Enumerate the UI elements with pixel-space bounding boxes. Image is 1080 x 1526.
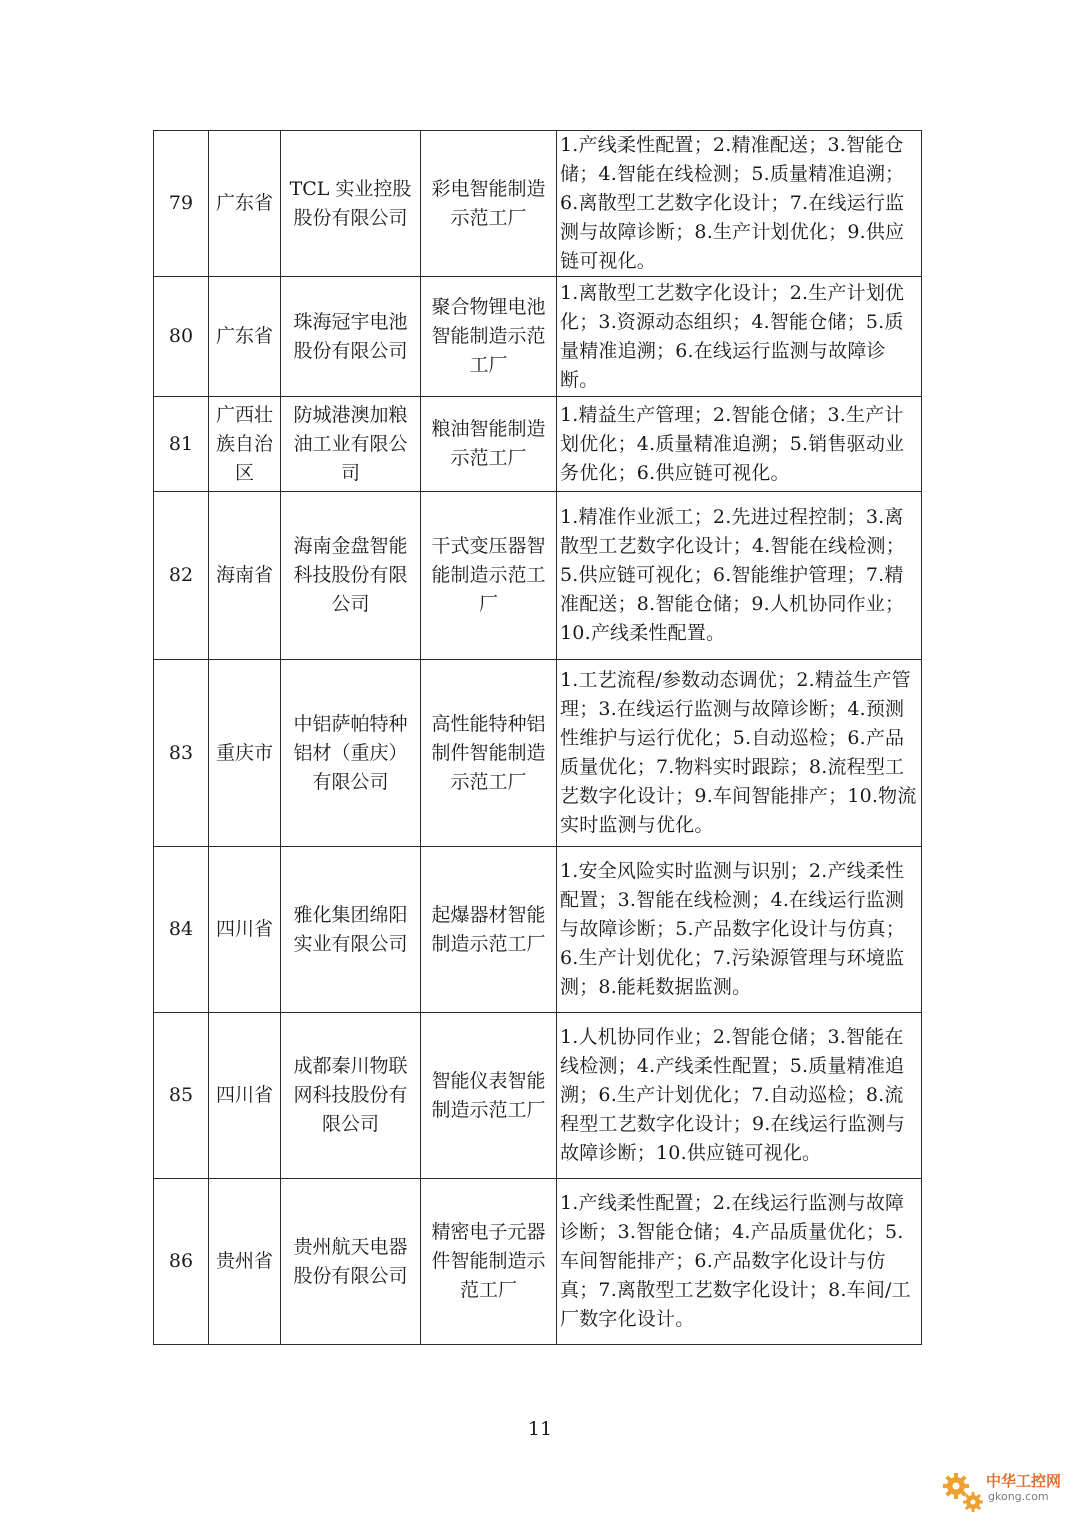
scenarios-cell: 1.产线柔性配置；2.在线运行监测与故障诊断；3.智能仓储；4.产品质量优化；5.车间智能排产；6.产品数字化设计与仿真；7.离散型工艺数字化设计；8.车间/工厂数字化设计。 bbox=[557, 1179, 922, 1345]
scenarios-cell: 1.产线柔性配置；2.精准配送；3.智能仓储；4.智能在线检测；5.质量精准追溯；6.离散型工艺数字化设计；7.在线运行监测与故障诊断；8.生产计划优化；9.供应链可视化。 bbox=[557, 131, 922, 277]
table-row bbox=[154, 131, 922, 277]
table-row bbox=[154, 397, 922, 492]
company-cell: 珠海冠宇电池股份有限公司 bbox=[281, 277, 421, 397]
factory-list-table bbox=[153, 130, 922, 1345]
scenarios-cell: 1.离散型工艺数字化设计；2.生产计划优化；3.资源动态组织；4.智能仓储；5.质量精准追溯；6.在线运行监测与故障诊断。 bbox=[557, 277, 922, 397]
table-row bbox=[154, 492, 922, 660]
factory-cell: 粮油智能制造示范工厂 bbox=[421, 397, 557, 492]
watermark-logo bbox=[940, 1466, 1080, 1526]
table-row bbox=[154, 1013, 922, 1179]
company-cell: 成都秦川物联网科技股份有限公司 bbox=[281, 1013, 421, 1179]
company-cell: TCL 实业控股股份有限公司 bbox=[281, 131, 421, 277]
province-cell: 广西壮族自治区 bbox=[209, 397, 281, 492]
company-cell: 雅化集团绵阳实业有限公司 bbox=[281, 847, 421, 1013]
table-row bbox=[154, 277, 922, 397]
factory-cell: 聚合物锂电池智能制造示范工厂 bbox=[421, 277, 557, 397]
scenarios-cell: 1.精益生产管理；2.智能仓储；3.生产计划优化；4.质量精准追溯；5.销售驱动业务优化；6.供应链可视化。 bbox=[557, 397, 922, 492]
province-cell: 广东省 bbox=[209, 131, 281, 277]
company-cell: 海南金盘智能科技股份有限公司 bbox=[281, 492, 421, 660]
table-row bbox=[154, 660, 922, 847]
row-number: 86 bbox=[154, 1179, 209, 1345]
row-number: 81 bbox=[154, 397, 209, 492]
scenarios-cell: 1.安全风险实时监测与识别；2.产线柔性配置；3.智能在线检测；4.在线运行监测与故障诊断；5.产品数字化设计与仿真；6.生产计划优化；7.污染源管理与环境监测；8.能耗数据监测。 bbox=[557, 847, 922, 1013]
scenarios-cell: 1.精准作业派工；2.先进过程控制；3.离散型工艺数字化设计；4.智能在线检测；5.供应链可视化；6.智能维护管理；7.精准配送；8.智能仓储；9.人机协同作业；10.产线柔性配置。 bbox=[557, 492, 922, 660]
province-cell: 海南省 bbox=[209, 492, 281, 660]
factory-cell: 彩电智能制造示范工厂 bbox=[421, 131, 557, 277]
company-cell: 中铝萨帕特种铝材（重庆）有限公司 bbox=[281, 660, 421, 847]
province-cell: 贵州省 bbox=[209, 1179, 281, 1345]
watermark-url: gkong.com bbox=[988, 1490, 1049, 1503]
factory-cell: 精密电子元器件智能制造示范工厂 bbox=[421, 1179, 557, 1345]
watermark-brand: 中华工控网 bbox=[986, 1472, 1062, 1490]
gear-icon bbox=[940, 1468, 986, 1518]
row-number: 79 bbox=[154, 131, 209, 277]
row-number: 84 bbox=[154, 847, 209, 1013]
factory-cell: 智能仪表智能制造示范工厂 bbox=[421, 1013, 557, 1179]
row-number: 85 bbox=[154, 1013, 209, 1179]
factory-cell: 起爆器材智能制造示范工厂 bbox=[421, 847, 557, 1013]
province-cell: 四川省 bbox=[209, 1013, 281, 1179]
scenarios-cell: 1.人机协同作业；2.智能仓储；3.智能在线检测；4.产线柔性配置；5.质量精准追溯；6.生产计划优化；7.自动巡检；8.流程型工艺数字化设计；9.在线运行监测与故障诊断；10.供应链可视化。 bbox=[557, 1013, 922, 1179]
scenarios-cell: 1.工艺流程/参数动态调优；2.精益生产管理；3.在线运行监测与故障诊断；4.预测性维护与运行优化；5.自动巡检；6.产品质量优化；7.物料实时跟踪；8.流程型工艺数字化设计；9.车间智能排产；10.物流实时监测与优化。 bbox=[557, 660, 922, 847]
row-number: 83 bbox=[154, 660, 209, 847]
factory-cell: 干式变压器智能制造示范工厂 bbox=[421, 492, 557, 660]
factory-cell: 高性能特种铝制件智能制造示范工厂 bbox=[421, 660, 557, 847]
company-cell: 防城港澳加粮油工业有限公司 bbox=[281, 397, 421, 492]
table-row bbox=[154, 1179, 922, 1345]
province-cell: 广东省 bbox=[209, 277, 281, 397]
page-number: 11 bbox=[527, 1418, 553, 1440]
row-number: 82 bbox=[154, 492, 209, 660]
company-cell: 贵州航天电器股份有限公司 bbox=[281, 1179, 421, 1345]
province-cell: 重庆市 bbox=[209, 660, 281, 847]
province-cell: 四川省 bbox=[209, 847, 281, 1013]
table-row bbox=[154, 847, 922, 1013]
row-number: 80 bbox=[154, 277, 209, 397]
